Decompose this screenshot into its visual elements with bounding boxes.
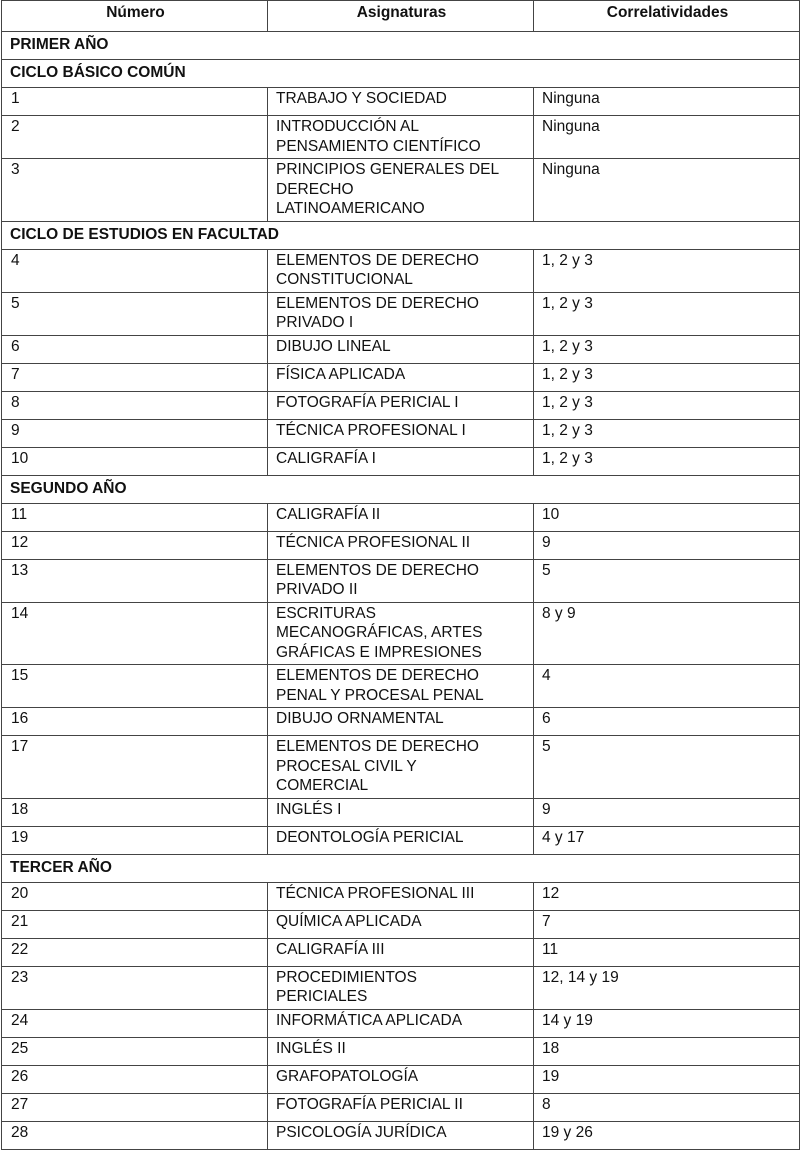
subject-cell: INTRODUCCIÓN AL PENSAMIENTO CIENTÍFICO [268, 116, 534, 159]
subject-cell: TÉCNICA PROFESIONAL II [268, 531, 534, 559]
number-cell: 12 [2, 531, 268, 559]
table-row [2, 602, 800, 665]
correlatives-cell: 19 y 26 [534, 1121, 800, 1149]
table-row [2, 292, 800, 335]
table-row [2, 1093, 800, 1121]
subject-cell: QUÍMICA APLICADA [268, 910, 534, 938]
correlatives-cell: 1, 2 y 3 [534, 363, 800, 391]
number-cell: 8 [2, 391, 268, 419]
subject-cell: ESCRITURAS MECANOGRÁFICAS, ARTES GRÁFICAS E IMPRESIONES [268, 602, 534, 665]
correlatives-cell: 7 [534, 910, 800, 938]
number-cell: 13 [2, 559, 268, 602]
section-row [2, 475, 800, 503]
number-cell: 18 [2, 798, 268, 826]
number-cell: 3 [2, 159, 268, 222]
correlatives-cell: 12, 14 y 19 [534, 966, 800, 1009]
table-header [2, 1, 800, 32]
table-row [2, 1065, 800, 1093]
number-cell: 10 [2, 447, 268, 475]
correlatives-cell: 8 [534, 1093, 800, 1121]
subject-cell: PSICOLOGÍA JURÍDICA [268, 1121, 534, 1149]
number-cell: 26 [2, 1065, 268, 1093]
correlatives-cell: 4 y 17 [534, 826, 800, 854]
number-cell: 2 [2, 116, 268, 159]
subject-cell: TÉCNICA PROFESIONAL III [268, 882, 534, 910]
subject-cell: CALIGRAFÍA II [268, 503, 534, 531]
subject-cell: INFORMÁTICA APLICADA [268, 1009, 534, 1037]
number-cell: 5 [2, 292, 268, 335]
subject-cell: ELEMENTOS DE DERECHO PENAL Y PROCESAL PENAL [268, 665, 534, 708]
header-numero: Número [2, 1, 268, 32]
table-row [2, 363, 800, 391]
table-row [2, 1121, 800, 1149]
table-row [2, 938, 800, 966]
correlatives-cell: 8 y 9 [534, 602, 800, 665]
table-row [2, 88, 800, 116]
subject-cell: ELEMENTOS DE DERECHO PRIVADO II [268, 559, 534, 602]
subject-cell: TÉCNICA PROFESIONAL I [268, 419, 534, 447]
table-row [2, 665, 800, 708]
subject-cell: INGLÉS I [268, 798, 534, 826]
table-row [2, 559, 800, 602]
correlatives-cell: 4 [534, 665, 800, 708]
subject-cell: CALIGRAFÍA III [268, 938, 534, 966]
section-label: PRIMER AÑO [2, 32, 800, 60]
correlatives-cell: Ninguna [534, 159, 800, 222]
subject-cell: DIBUJO LINEAL [268, 335, 534, 363]
subject-cell: TRABAJO Y SOCIEDAD [268, 88, 534, 116]
correlatives-cell: Ninguna [534, 88, 800, 116]
number-cell: 21 [2, 910, 268, 938]
correlatives-cell: 1, 2 y 3 [534, 292, 800, 335]
correlatives-cell: 10 [534, 503, 800, 531]
table-row [2, 708, 800, 736]
number-cell: 6 [2, 335, 268, 363]
table-row [2, 159, 800, 222]
table-row [2, 882, 800, 910]
subject-cell: DIBUJO ORNAMENTAL [268, 708, 534, 736]
number-cell: 25 [2, 1037, 268, 1065]
table-row [2, 335, 800, 363]
correlatives-cell: 11 [534, 938, 800, 966]
correlatives-cell: 5 [534, 559, 800, 602]
number-cell: 4 [2, 249, 268, 292]
number-cell: 24 [2, 1009, 268, 1037]
table-body [2, 32, 800, 1150]
table-row [2, 447, 800, 475]
section-row [2, 32, 800, 60]
number-cell: 20 [2, 882, 268, 910]
table-row [2, 531, 800, 559]
correlatives-cell: 18 [534, 1037, 800, 1065]
correlatives-cell: 6 [534, 708, 800, 736]
section-row [2, 60, 800, 88]
curriculum-table [1, 0, 800, 1150]
number-cell: 23 [2, 966, 268, 1009]
table-row [2, 826, 800, 854]
table-row [2, 910, 800, 938]
correlatives-cell: 9 [534, 531, 800, 559]
table-row [2, 503, 800, 531]
table-row [2, 249, 800, 292]
correlatives-cell: 14 y 19 [534, 1009, 800, 1037]
header-correlatividades: Correlatividades [534, 1, 800, 32]
section-label: TERCER AÑO [2, 854, 800, 882]
subject-cell: CALIGRAFÍA I [268, 447, 534, 475]
section-row [2, 854, 800, 882]
number-cell: 14 [2, 602, 268, 665]
correlatives-cell: 1, 2 y 3 [534, 447, 800, 475]
number-cell: 7 [2, 363, 268, 391]
table-row [2, 391, 800, 419]
subject-cell: GRAFOPATOLOGÍA [268, 1065, 534, 1093]
correlatives-cell: 12 [534, 882, 800, 910]
table-row [2, 419, 800, 447]
subject-cell: FOTOGRAFÍA PERICIAL I [268, 391, 534, 419]
section-label: CICLO DE ESTUDIOS EN FACULTAD [2, 221, 800, 249]
section-row [2, 221, 800, 249]
number-cell: 11 [2, 503, 268, 531]
number-cell: 28 [2, 1121, 268, 1149]
number-cell: 1 [2, 88, 268, 116]
subject-cell: ELEMENTOS DE DERECHO PRIVADO I [268, 292, 534, 335]
correlatives-cell: 1, 2 y 3 [534, 249, 800, 292]
table-row [2, 1009, 800, 1037]
correlatives-cell: 1, 2 y 3 [534, 335, 800, 363]
table-row [2, 798, 800, 826]
table-row [2, 966, 800, 1009]
number-cell: 27 [2, 1093, 268, 1121]
section-label: SEGUNDO AÑO [2, 475, 800, 503]
correlatives-cell: 19 [534, 1065, 800, 1093]
header-row [2, 1, 800, 32]
header-asignaturas: Asignaturas [268, 1, 534, 32]
number-cell: 15 [2, 665, 268, 708]
correlatives-cell: 1, 2 y 3 [534, 419, 800, 447]
number-cell: 22 [2, 938, 268, 966]
subject-cell: FÍSICA APLICADA [268, 363, 534, 391]
number-cell: 17 [2, 736, 268, 799]
number-cell: 19 [2, 826, 268, 854]
number-cell: 9 [2, 419, 268, 447]
table-row [2, 736, 800, 799]
subject-cell: DEONTOLOGÍA PERICIAL [268, 826, 534, 854]
table-row [2, 116, 800, 159]
number-cell: 16 [2, 708, 268, 736]
subject-cell: PRINCIPIOS GENERALES DEL DERECHO LATINOAMERICANO [268, 159, 534, 222]
subject-cell: INGLÉS II [268, 1037, 534, 1065]
subject-cell: FOTOGRAFÍA PERICIAL II [268, 1093, 534, 1121]
section-label: CICLO BÁSICO COMÚN [2, 60, 800, 88]
subject-cell: ELEMENTOS DE DERECHO CONSTITUCIONAL [268, 249, 534, 292]
correlatives-cell: Ninguna [534, 116, 800, 159]
table-row [2, 1037, 800, 1065]
correlatives-cell: 5 [534, 736, 800, 799]
correlatives-cell: 9 [534, 798, 800, 826]
subject-cell: ELEMENTOS DE DERECHO PROCESAL CIVIL Y COMERCIAL [268, 736, 534, 799]
correlatives-cell: 1, 2 y 3 [534, 391, 800, 419]
subject-cell: PROCEDIMIENTOS PERICIALES [268, 966, 534, 1009]
